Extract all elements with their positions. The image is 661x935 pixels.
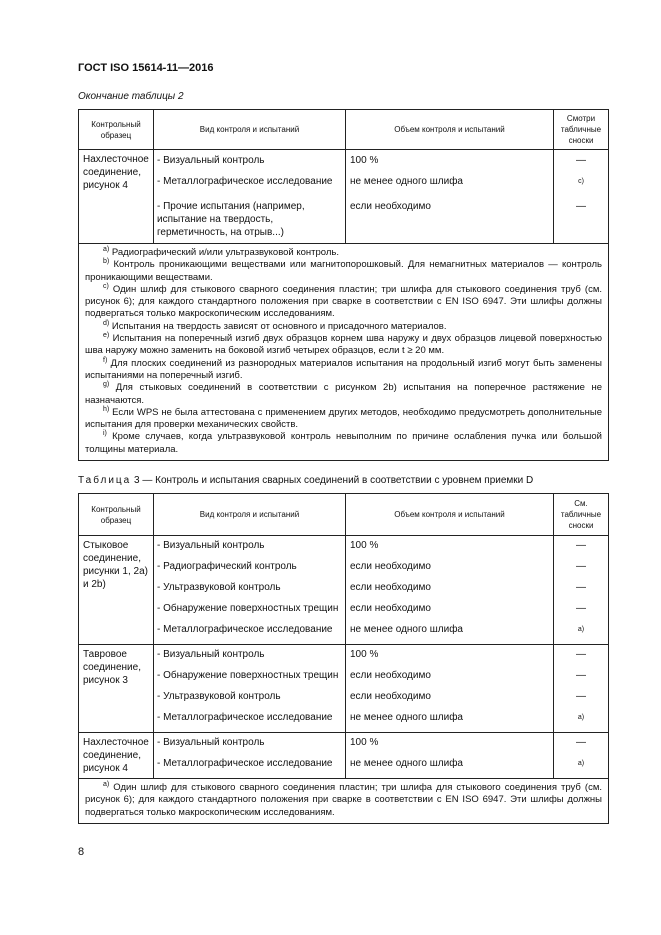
extent-item: если необходимо: [350, 691, 431, 702]
note-ref: —: [576, 670, 586, 681]
extent-item: если необходимо: [350, 582, 431, 593]
footnote: $^{a)}$ Один шлиф для стыкового сварного соединения пластин; три шлифа для стыкового соединения труб (см. рисунок 6); для каждого стандартного положения при сварке в соответствии с EN ISO 6947. Эти шлифы должны подвергаться только макроскопическим исследованиям.: [85, 780, 602, 818]
header-specimen: Контрольный образец: [79, 494, 154, 536]
note-ref: —: [576, 540, 586, 551]
test-item: - Металлографическое исследование: [157, 758, 333, 769]
header-notes: См. табличные сноски: [554, 494, 609, 536]
specimen-cell: Нахлесточное соединение, рисунок 4: [79, 733, 154, 779]
footnote: $^{h)}$ Если WPS не была аттестована с применением других методов, необходимо предусмотреть дополнительные испытания для проверки механических свойств.: [85, 405, 603, 431]
test-item: - Прочие испытания (например, испытание на твердость, герметичность, на отрыв...): [157, 201, 305, 238]
note-ref-cell: [554, 536, 609, 645]
footnote: $^{a)}$ Радиографический и/или ультразвуковой контроль.: [103, 245, 339, 258]
test-item: - Металлографическое исследование: [157, 176, 333, 187]
header-extent: Объем контроля и испытаний: [346, 494, 554, 536]
test-item: - Ультразвуковой контроль: [157, 582, 281, 593]
extent-item: не менее одного шлифа: [350, 712, 463, 723]
table3-caption: Таблица 3 — Контроль и испытания сварных соединений в соответствии с уровнем приемки D: [78, 475, 534, 486]
test-item: - Визуальный контроль: [157, 649, 265, 660]
extent-item: если необходимо: [350, 201, 431, 212]
extent-item: не менее одного шлифа: [350, 758, 463, 769]
page-number: 8: [78, 846, 85, 858]
note-ref: —: [576, 201, 586, 212]
note-ref: —: [576, 649, 586, 660]
note-ref: a): [577, 760, 585, 767]
note-ref: —: [576, 737, 586, 748]
header-extent: Объем контроля и испытаний: [346, 110, 554, 150]
extent-item: не менее одного шлифа: [350, 624, 463, 635]
test-type-cell: [154, 536, 346, 645]
extent-item: если необходимо: [350, 670, 431, 681]
footnote: $^{e)}$ Испытания на поперечный изгиб двух образцов корнем шва наружу и двух образцов лицевой поверхностью шва наружу можно заменить на боковой изгиб четырех образцов, если t ≥ 20 мм.: [85, 331, 603, 357]
specimen-cell: Тавровое соединение, рисунок 3: [79, 645, 154, 733]
notes-row: [79, 244, 609, 461]
extent-item: если необходимо: [350, 561, 431, 572]
extent-item: 100 %: [350, 540, 379, 551]
extent-item: 100 %: [350, 649, 379, 660]
footnote: $^{b)}$ Контроль проникающими веществами или магнитопорошковый. Для немагнитных материалов — контроль проникающими веществами.: [85, 258, 602, 283]
table-row: [79, 645, 609, 733]
note-ref-cell: [554, 733, 609, 779]
header-notes: Смотри табличные сноски: [554, 110, 609, 150]
extent-cell: [346, 536, 554, 645]
test-item: - Визуальный контроль: [157, 155, 265, 166]
table2-caption: Окончание таблицы 2: [78, 91, 184, 102]
footnote: $^{g)}$ Для стыковых соединений в соответствии с рисунком 2b) испытания на поперечное растяжение не назначаются.: [85, 381, 602, 406]
test-type-cell: [154, 150, 346, 244]
extent-cell: [346, 150, 554, 244]
extent-cell: [346, 645, 554, 733]
note-ref: a): [577, 626, 585, 633]
document-code: ГОСТ ISO 15614-11—2016: [78, 62, 214, 74]
extent-cell: [346, 733, 554, 779]
extent-item: 100 %: [350, 155, 379, 166]
test-item: - Металлографическое исследование: [157, 624, 333, 635]
test-item: - Металлографическое исследование: [157, 712, 333, 723]
note-ref-cell: [554, 150, 609, 244]
footnote: $^{d)}$ Испытания на твердость зависят от основного и присадочного материалов.: [103, 319, 447, 332]
notes-row: [79, 779, 609, 824]
test-type-cell: [154, 733, 346, 779]
test-item: - Радиографический контроль: [157, 561, 297, 572]
header-test-type: Вид контроля и испытаний: [154, 494, 346, 536]
test-type-cell: [154, 645, 346, 733]
footnote: $^{c)}$ Один шлиф для стыкового сварного соединения пластин; три шлифа для стыкового соединения труб (см. рисунок 6); для каждого стандартного положения при сварке в соответствии с EN ISO 6947. Эти шлифы должны подвергаться только макроскопическим исследованиям.: [85, 282, 602, 320]
note-ref: —: [576, 603, 586, 614]
test-item: - Обнаружение поверхностных трещин: [157, 670, 339, 681]
header-specimen: Контрольный образец: [79, 110, 154, 150]
test-item: - Ультразвуковой контроль: [157, 691, 281, 702]
table-row: [79, 536, 609, 645]
test-item: - Визуальный контроль: [157, 737, 265, 748]
note-ref-cell: [554, 645, 609, 733]
extent-item: если необходимо: [350, 603, 431, 614]
specimen-cell: Нахлесточное соединение, рисунок 4: [79, 150, 154, 244]
footnote: $^{f)}$ Для плоских соединений из разнородных материалов испытания на продольный изгиб могут быть заменены испытаниями на поперечный изгиб.: [85, 356, 602, 381]
note-ref: c): [578, 178, 584, 185]
table2-notes: [79, 244, 609, 461]
test-item: - Визуальный контроль: [157, 540, 265, 551]
header-test-type: Вид контроля и испытаний: [154, 110, 346, 150]
footnote: $^{i)}$ Кроме случаев, когда ультразвуковой контроль невыполним по причине ослабления пучка или большой толщины материала.: [85, 430, 602, 455]
test-item: - Обнаружение поверхностных трещин: [157, 603, 339, 614]
specimen-cell: Стыковое соединение, рисунки 1, 2а) и 2b): [79, 536, 154, 645]
table3: [78, 493, 609, 824]
note-ref: a): [577, 714, 585, 721]
note-ref: —: [576, 561, 586, 572]
table-row: [79, 150, 609, 244]
table3-notes: [79, 779, 609, 824]
note-ref: —: [576, 691, 586, 702]
note-ref: —: [576, 155, 586, 166]
table2: [78, 109, 609, 461]
note-ref: —: [576, 582, 586, 593]
extent-item: не менее одного шлифа: [350, 176, 463, 187]
extent-item: 100 %: [350, 737, 379, 748]
table-row: [79, 733, 609, 779]
